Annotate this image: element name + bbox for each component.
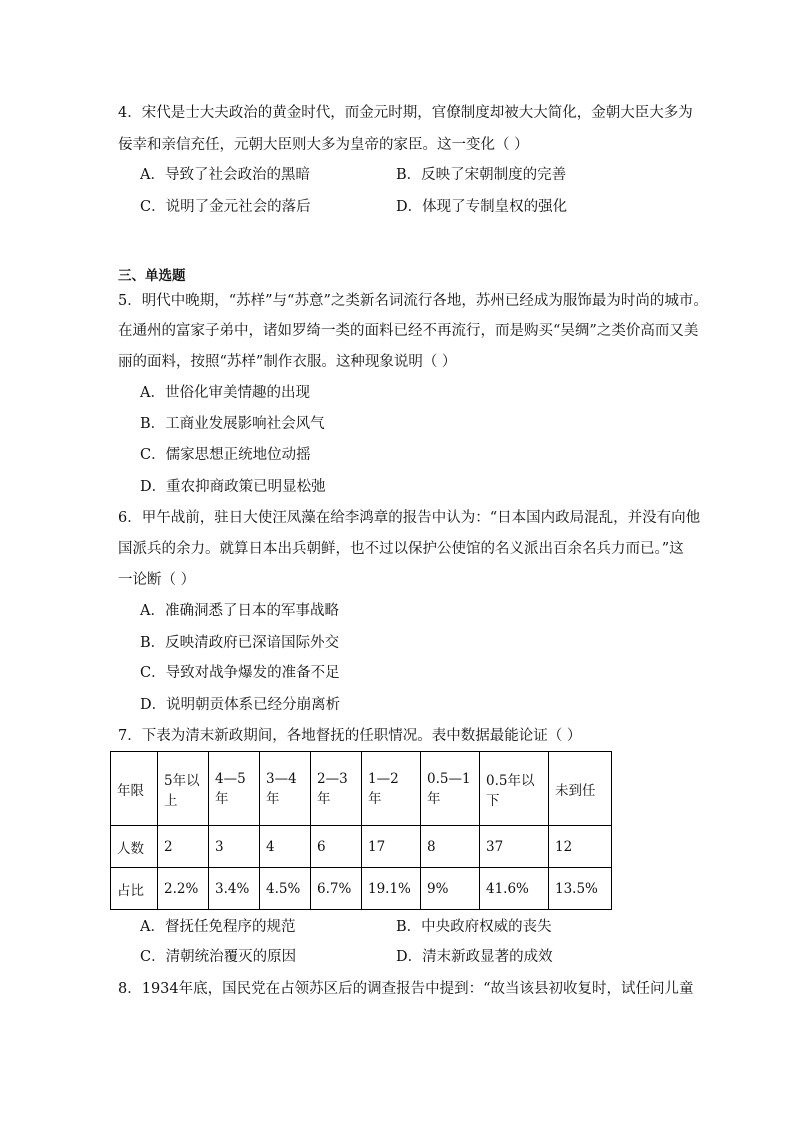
section-title: 三、单选题 [118,268,186,284]
table-row [111,826,612,868]
q8-stem-line1: 8．1934年底，国民党在占领苏区后的调查报告中提到：“故当该县初收复时，试任问儿童 [118,981,694,997]
header-cell: 0.5—1 年 [421,752,480,826]
q4-option-d[interactable]: D．体现了专制皇权的强化 [396,199,568,215]
q7-stem-line1: 7．下表为清末新政期间，各地督抚的任职情况。表中数据最能论证（ ） [118,728,582,744]
table-cell: 3.4% [209,868,260,910]
table-cell: 3 [209,826,260,868]
table-cell: 人数 [111,826,158,868]
table-cell: 9% [421,868,480,910]
q4-stem-line1: 4．宋代是士大夫政治的黄金时代，而金元时期，官僚制度却被大大简化，金朝大臣大多为 [118,105,693,121]
q6-option-b[interactable]: B．反映清政府已深谙国际外交 [140,635,340,651]
table-cell: 37 [480,826,549,868]
q6-option-d[interactable]: D．说明朝贡体系已经分崩离析 [140,697,341,713]
table-cell: 8 [421,826,480,868]
table-cell: 41.6% [480,868,549,910]
q5-stem-line1: 5．明代中晚期，“苏样”与“苏意”之类新名词流行各地，苏州已经成为服饰最为时尚的城市。 [118,293,708,309]
header-cell: 未到任 [549,752,612,826]
q6-stem-line1: 6．甲午战前，驻日大使汪凤藻在给李鸿章的报告中认为：“日本国内政局混乱，并没有向他 [118,510,701,526]
table-cell: 13.5% [549,868,612,910]
table-cell: 4 [260,826,311,868]
table-cell: 6 [311,826,362,868]
q6-stem-line3: 一论断（ ） [118,572,196,588]
q6-option-c[interactable]: C．导致对战争爆发的准备不足 [140,665,340,681]
table-cell: 12 [549,826,612,868]
q5-stem-line3: 丽的面料，按照“苏样”制作衣服。这种现象说明（ ） [118,354,457,370]
table-cell: 6.7% [311,868,362,910]
q6-stem-line2: 国派兵的余力。就算日本出兵朝鲜，也不过以保护公使馆的名义派出百余名兵力而已。”这 [118,541,684,557]
table-row [111,868,612,910]
table-header-row [111,752,612,826]
q4-stem-line2: 佞幸和亲信充任，元朝大臣则大多为皇帝的家臣。这一变化（ ） [118,137,529,153]
table-cell: 19.1% [362,868,421,910]
table-cell: 2.2% [158,868,209,910]
q5-option-c[interactable]: C．儒家思想正统地位动摇 [140,447,311,463]
header-cell: 0.5年以 下 [480,752,549,826]
q4-option-b[interactable]: B．反映了宋朝制度的完善 [396,167,567,183]
q5-stem-line2: 在通州的富家子弟中，诸如罗绮一类的面料已经不再流行，而是购买“吴绸”之类价高而又美 [118,323,699,339]
table-cell: 4.5% [260,868,311,910]
q5-option-b[interactable]: B．工商业发展影响社会风气 [140,416,325,432]
q7-option-c[interactable]: C．清朝统治覆灭的原因 [140,949,297,965]
header-cell: 4—5 年 [209,752,260,826]
table-cell: 17 [362,826,421,868]
table-cell: 2 [158,826,209,868]
table-cell: 占比 [111,868,158,910]
q7-option-a[interactable]: A．督抚任免程序的规范 [140,919,296,935]
q5-option-a[interactable]: A．世俗化审美情趣的出现 [140,385,310,401]
header-cell: 5年以 上 [158,752,209,826]
header-cell: 年限 [111,752,158,826]
q4-option-c[interactable]: C．说明了金元社会的落后 [140,199,311,215]
q4-option-a[interactable]: A．导致了社会政治的黑暗 [140,167,310,183]
q7-option-d[interactable]: D．清末新政显著的成效 [396,949,553,965]
header-cell: 1—2 年 [362,752,421,826]
q5-option-d[interactable]: D．重农抑商政策已明显松弛 [140,479,326,495]
header-cell: 2—3 年 [311,752,362,826]
header-cell: 3—4 年 [260,752,311,826]
q6-option-a[interactable]: A．准确洞悉了日本的军事战略 [140,603,339,619]
q7-option-b[interactable]: B．中央政府权威的丧失 [396,919,552,935]
q7-data-table [110,751,612,910]
